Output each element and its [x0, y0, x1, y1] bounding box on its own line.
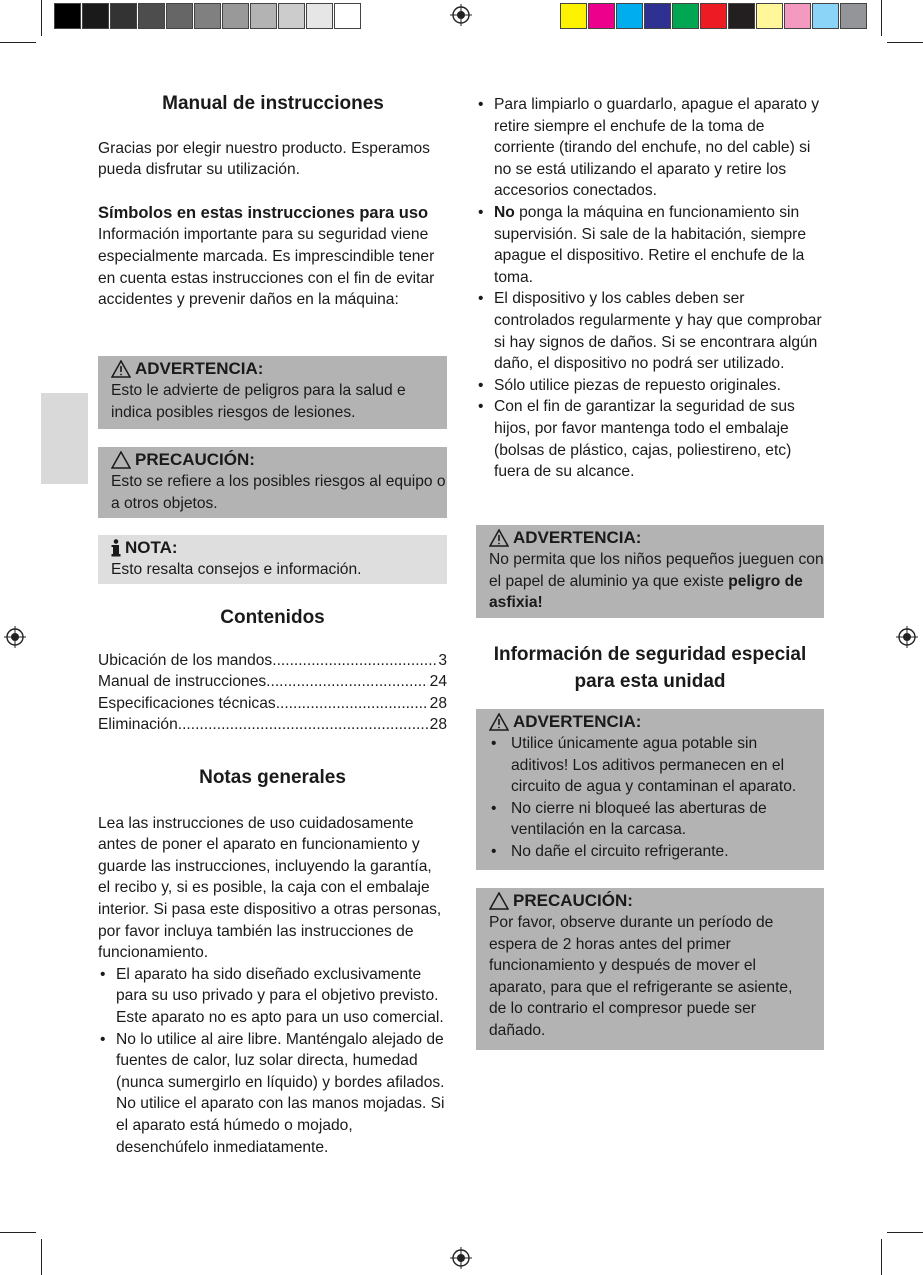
caution-label: PRECAUCIÓN: — [135, 450, 255, 469]
registration-mark-left-icon — [4, 626, 26, 648]
unit-caution-box — [476, 888, 824, 1050]
contents-title: Contenidos — [220, 607, 325, 628]
registration-mark-right-icon — [896, 626, 918, 648]
general-notes-bullets — [98, 964, 447, 1158]
warning-triangle-icon — [489, 529, 509, 547]
gray-swatch — [250, 3, 277, 29]
note-box — [98, 535, 447, 584]
note-label: NOTA: — [125, 538, 178, 557]
toc-row[interactable]: Manual de instrucciones ..... 24 — [98, 671, 447, 693]
list-item: • Sólo utilice piezas de repuesto originales. — [476, 375, 822, 397]
color-swatch — [616, 3, 643, 29]
list-item: • El dispositivo y los cables deben ser controlados regularmente y hay que comprobar si hay signos de daños. Si se encontrara algún daño, el dispositivo no podrá ser utilizado. — [476, 288, 822, 374]
unit-warning-bullets — [489, 733, 824, 863]
warning-text: Esto le advierte de peligros para la salud e indica posibles riesgos de lesiones. — [111, 382, 406, 421]
general-notes-text: Lea las instrucciones de uso cuidadosamente antes de poner el aparato en funcionamiento y guarde las instrucciones, incluyendo la garantía, el recibo y, si es posible, la caja con el embalaje interior. Si pasa este dispositivo a otras personas, por favor incluya también las instrucciones de funcionamiento. — [98, 814, 442, 962]
symbols-text: Información importante para su seguridad viene especialmente marcada. Es imprescindible tener en cuenta estas instrucciones con el fin de evitar accidentes y prevenir daños en la máquina: — [98, 226, 435, 309]
color-swatch — [840, 3, 867, 29]
unit-caution-text: Por favor, observe durante un período de espera de 2 horas antes del primer funcionamiento y después de mover el aparato, para que el refrigerante se asiente, de lo contrario el compresor puede ser dañado. — [489, 914, 793, 1039]
special-safety-title: Información de seguridad especial para esta unidad — [493, 644, 807, 692]
registration-mark-bottom-icon — [450, 1247, 472, 1269]
color-swatch — [784, 3, 811, 29]
caution-triangle-icon — [489, 892, 509, 910]
foil-warning-box — [476, 525, 824, 618]
warning-box — [98, 356, 447, 429]
toc-row[interactable]: Ubicación de los mandos ..... 3 — [98, 650, 447, 672]
gray-swatch — [278, 3, 305, 29]
list-item: • No dañe el circuito refrigerante. — [489, 841, 816, 863]
gray-swatch — [166, 3, 193, 29]
language-tab-marker — [41, 393, 88, 484]
foil-warning-text: No permita que los niños pequeños jueguen con el papel de aluminio ya que existe peligro de asfixia! — [489, 551, 824, 612]
gray-swatch — [110, 3, 137, 29]
note-text: Esto resalta consejos e información. — [111, 561, 362, 578]
info-icon — [111, 539, 121, 557]
color-swatch — [644, 3, 671, 29]
intro-text: Gracias por elegir nuestro producto. Esperamos pueda disfrutar su utilización. — [98, 139, 430, 179]
list-item: • El aparato ha sido diseñado exclusivamente para su uso privado y para el objetivo previsto. Este aparato no es apto para un uso comercial. — [98, 964, 447, 1029]
foil-warning-label: ADVERTENCIA: — [513, 528, 642, 547]
right-column — [476, 94, 822, 483]
toc-row[interactable]: Especificaciones técnicas ..... 28 — [98, 693, 447, 715]
gray-swatch — [82, 3, 109, 29]
color-swatch — [756, 3, 783, 29]
general-notes-title: Notas generales — [199, 767, 346, 788]
gray-swatch — [54, 3, 81, 29]
contents-section — [98, 607, 447, 736]
unit-caution-label: PRECAUCIÓN: — [513, 891, 633, 910]
color-swatch — [700, 3, 727, 29]
color-swatch — [672, 3, 699, 29]
warning-triangle-icon — [489, 713, 509, 731]
warning-triangle-icon — [111, 360, 131, 378]
gray-swatch — [222, 3, 249, 29]
color-swatch — [812, 3, 839, 29]
toc-row[interactable]: Eliminación ..... 28 — [98, 714, 447, 736]
list-item: • Para limpiarlo o guardarlo, apague el aparato y retire siempre el enchufe de la toma de corriente (tirando del enchufe, no del cable) si no se está utilizando el aparato y retire los accesorios conectados. — [476, 94, 822, 202]
color-swatch — [560, 3, 587, 29]
left-column — [98, 93, 448, 311]
safety-bullets — [476, 94, 822, 483]
gray-swatch — [194, 3, 221, 29]
list-item: • Utilice únicamente agua potable sin aditivos! Los aditivos permanecen en el circuito de agua y contaminan el aparato. — [489, 733, 816, 798]
gray-swatch — [138, 3, 165, 29]
color-swatch — [588, 3, 615, 29]
caution-text: Esto se refiere a los posibles riesgos al equipo o a otros objetos. — [111, 473, 446, 512]
list-item: • No ponga la máquina en funcionamiento sin supervisión. Si sale de la habitación, siempre apague el dispositivo. Retire el enchufe de la toma. — [476, 202, 822, 288]
list-item: • Con el fin de garantizar la seguridad de sus hijos, por favor mantenga todo el embalaje (bolsas de plástico, cajas, poliestireno, etc) fuera de su alcance. — [476, 396, 822, 482]
caution-triangle-icon — [111, 451, 131, 469]
symbols-heading: Símbolos en estas instrucciones para uso — [98, 203, 429, 222]
caution-box — [98, 447, 447, 518]
warning-label: ADVERTENCIA: — [135, 359, 264, 378]
page-title: Manual de instrucciones — [162, 93, 384, 114]
list-item: • No cierre ni bloqueé las aberturas de ventilación en la carcasa. — [489, 798, 816, 841]
unit-warning-label: ADVERTENCIA: — [513, 712, 642, 731]
registration-mark-top-icon — [450, 4, 472, 26]
general-notes-section — [98, 767, 447, 1158]
color-swatch — [728, 3, 755, 29]
gray-swatch — [306, 3, 333, 29]
toc-list — [98, 650, 447, 736]
gray-swatch — [334, 3, 361, 29]
unit-warning-box — [476, 709, 824, 870]
list-item: • No lo utilice al aire libre. Manténgalo alejado de fuentes de calor, luz solar directa, humedad (nunca sumergirlo en líquido) y bordes afilados. No utilice el aparato con las manos mojadas. Si el aparato está húmedo o mojado, desenchúfelo inmediatamente. — [98, 1029, 447, 1159]
